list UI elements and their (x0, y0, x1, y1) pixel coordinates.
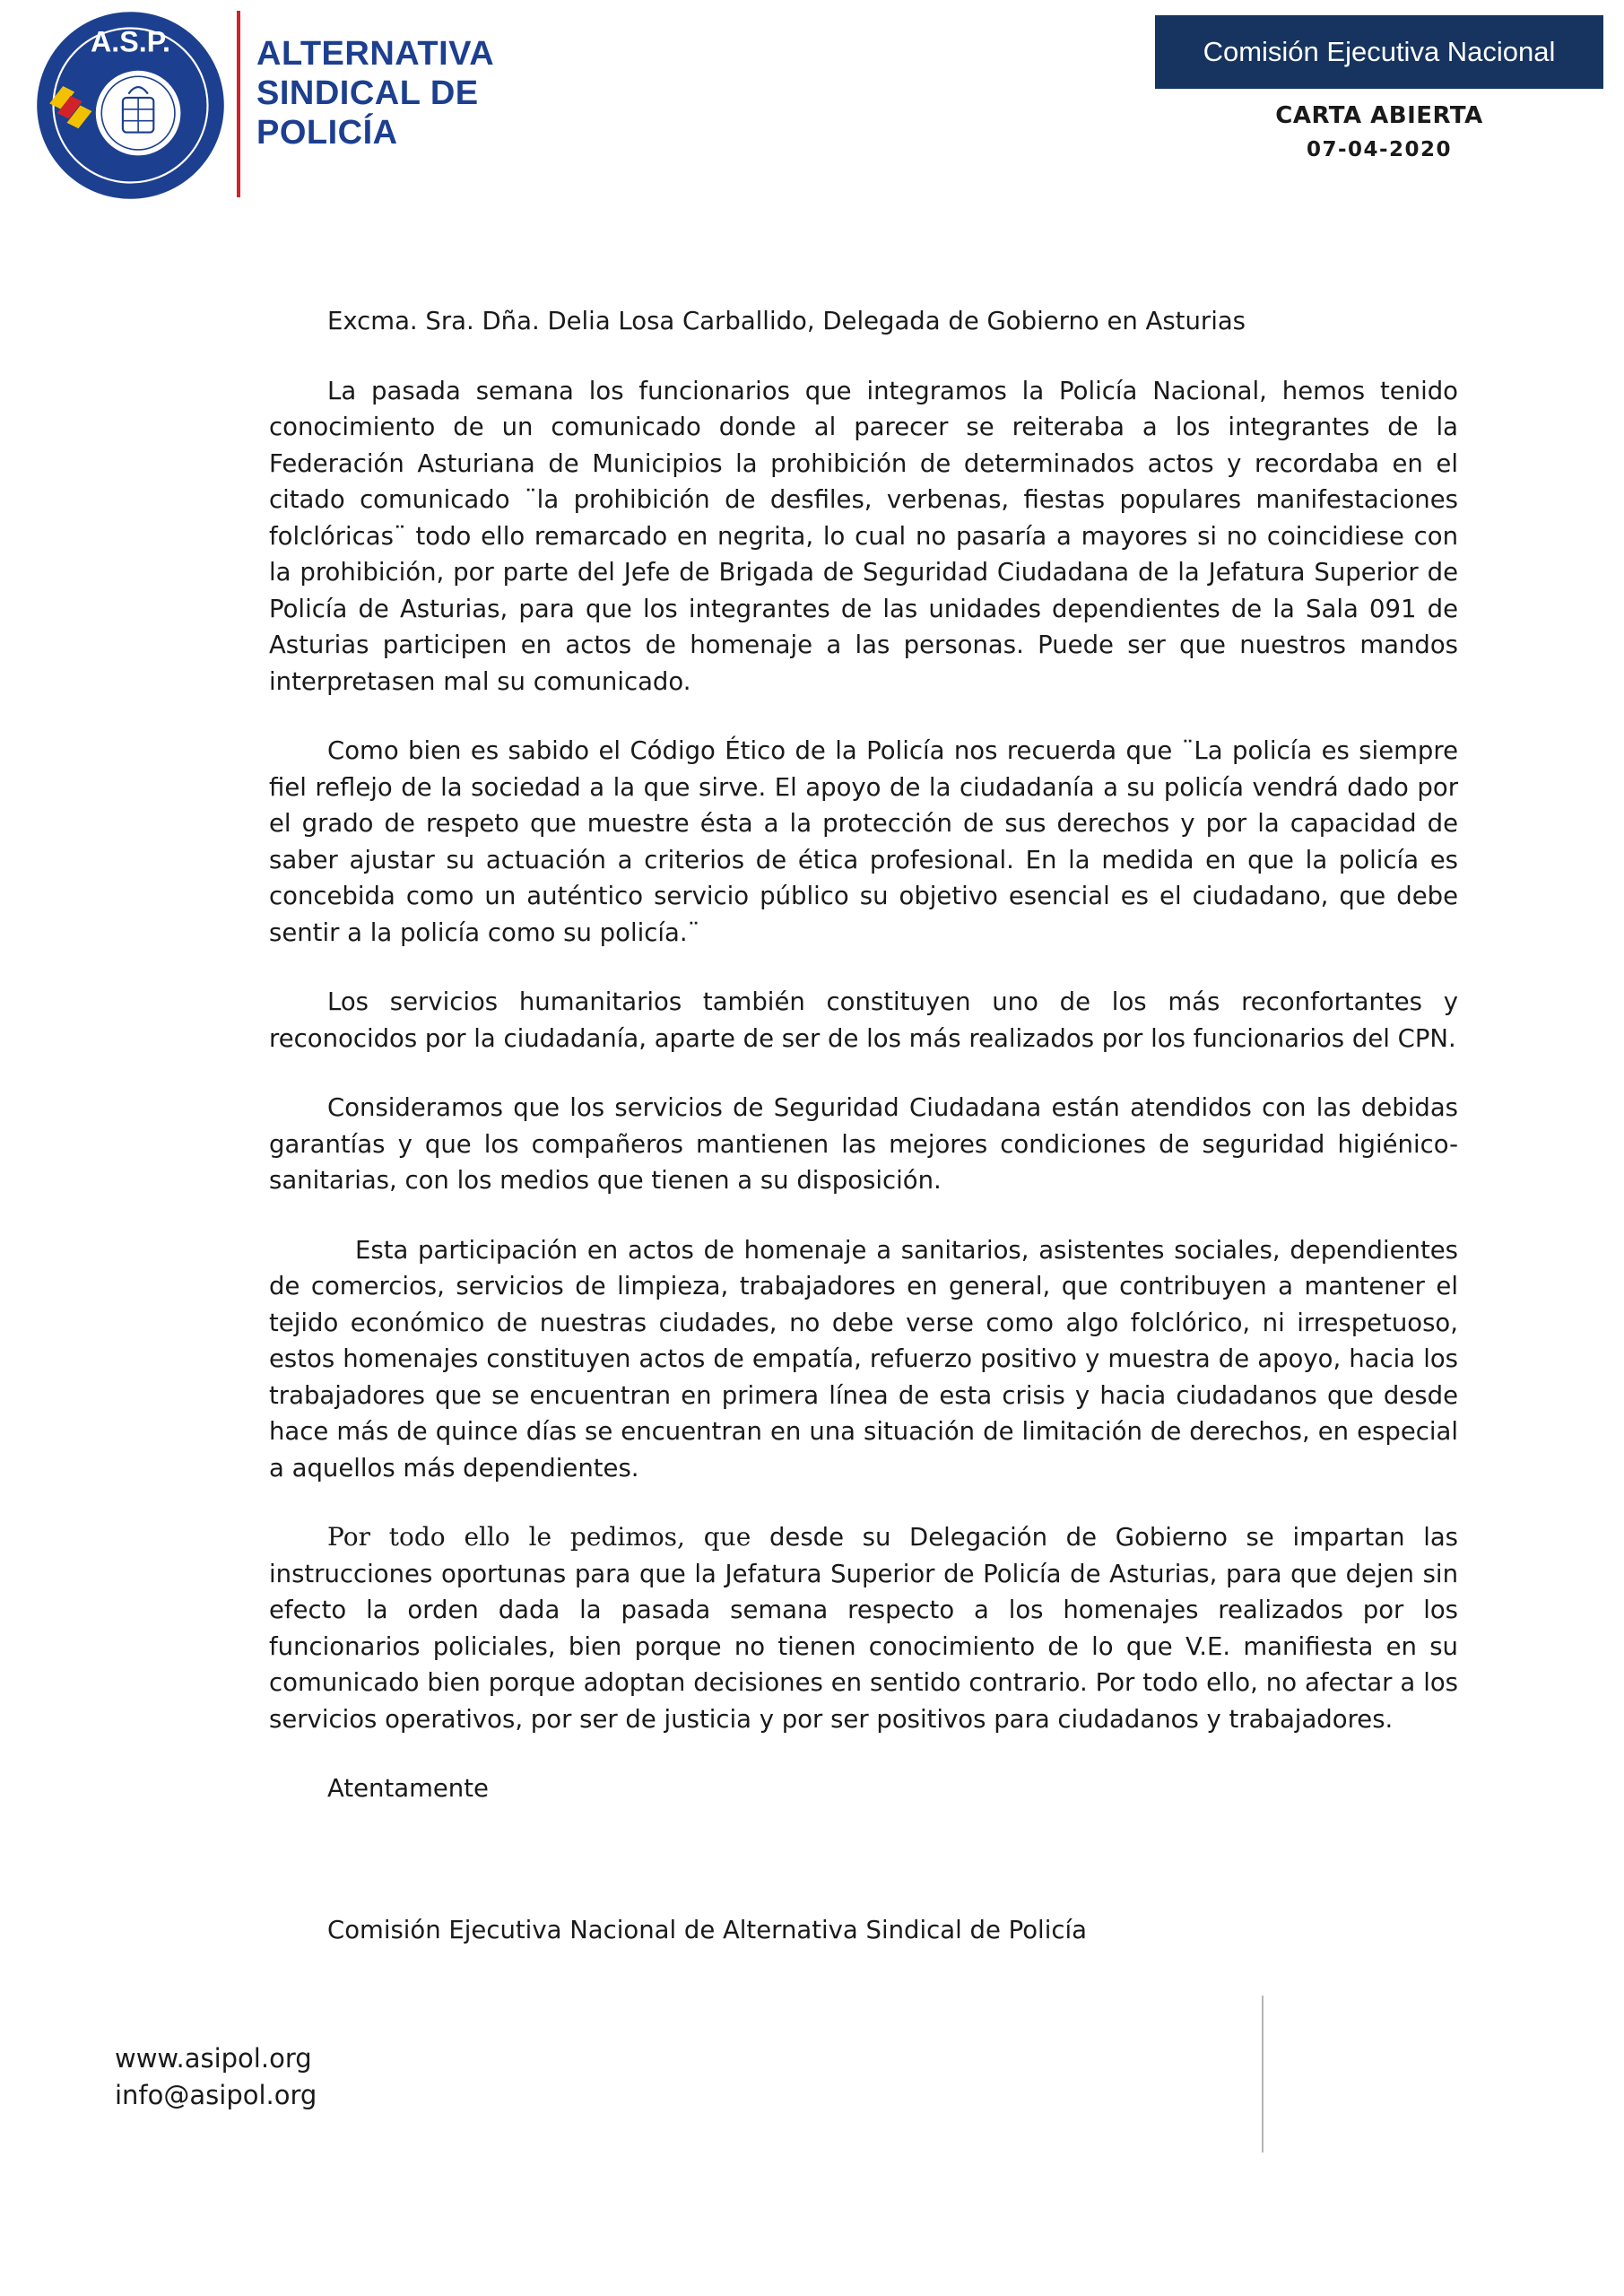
paragraph-2: Como bien es sabido el Código Ético de la Policía nos recuerda que ¨La policía es siempre fiel reflejo de la sociedad a la que sirve. El apoyo de la ciudadanía a su policía vendrá dado por el grado de respeto que muestre ésta a la protección de sus derechos y por la capacidad de saber ajustar su actuación a criterios de ética profesional. En la medida en que la policía es concebida como un auténtico servicio público su objetivo esencial es el ciudadano, que debe sentir a la policía como su policía.¨ (269, 736, 1458, 947)
website-link[interactable]: www.asipol.org (115, 2043, 312, 2074)
letter-body (269, 303, 1458, 1948)
commission-banner: Comisión Ejecutiva Nacional (1155, 15, 1603, 89)
paragraph-5: Esta participación en actos de homenaje a sanitarios, asistentes sociales, dependientes de comercios, servicios de limpieza, trabajadores en general, que contribuyen a mantener el tejido económico de nuestras ciudades, no debe verse como algo folclórico, ni irrespetuoso, estos homenajes constituyen actos de empatía, refuerzo positivo y muestra de apoyo, hacia los trabajadores que se encuentran en primera línea de esta crisis y hacia ciudadanos que desde hace más de quince días se encuentran en una situación de limitación de derechos, en especial a aquellos más dependientes. (269, 1235, 1458, 1483)
logo-wordmark (256, 34, 561, 152)
asp-logo-badge (34, 9, 227, 202)
footer-contact (115, 2040, 317, 2114)
logo-line-3: POLICÍA (256, 114, 398, 152)
logo-acronym: A.S.P. (90, 25, 171, 58)
document-type: CARTA ABIERTA (1275, 102, 1483, 129)
closing: Atentamente (327, 1774, 489, 1803)
document-date: 07-04-2020 (1306, 138, 1453, 161)
paragraph-1: La pasada semana los funcionarios que integramos la Policía Nacional, hemos tenido conocimiento de un comunicado donde al parecer se reiteraba a los integrantes de la Federación Asturiana de Municipios la prohibición de determinados actos y recordaba en el citado comunicado ¨la prohibición de desfiles, verbenas, fiestas populares manifestaciones folclóricas¨ todo ello remarcado en negrita, lo cual no pasaría a mayores si no coincidiese con la prohibición, por parte del Jefe de Brigada de Seguridad Ciudadana de la Jefatura Superior de Policía de Asturias, para que los integrantes de las unidades dependientes de la Sala 091 de Asturias participen en actos de homenaje a las personas. Puede ser que nuestros mandos interpretasen mal su comunicado. (269, 376, 1458, 696)
email-link[interactable]: info@asipol.org (115, 2080, 317, 2110)
logo-divider-red (237, 11, 240, 197)
paragraph-6-lead: Por todo ello le pedimos, que (327, 1522, 751, 1552)
logo-line-1: ALTERNATIVA (256, 35, 495, 73)
logo-line-2: SINDICAL DE (256, 74, 479, 112)
paragraph-3: Los servicios humanitarios también constituyen uno de los más reconfortantes y reconocidos por la ciudadanía, aparte de ser de los más realizados por los funcionarios del CPN. (269, 987, 1458, 1053)
signature: Comisión Ejecutiva Nacional de Alternativa Sindical de Policía (327, 1915, 1087, 1944)
paragraph-6-rest: desde su Delegación de Gobierno se impartan las instrucciones oportunas para que la Jefatura Superior de Policía de Asturias, para que dejen sin efecto la orden dada la pasada semana respecto a los homenajes realizados por los funcionarios policiales, bien porque no tienen conocimiento de lo que V.E. manifiesta en su comunicado bien porque adoptan decisiones en sentido contrario. Por todo ello, no afectar a los servicios operativos, por ser de justicia y por ser positivos para ciudadanos y trabajadores. (269, 1523, 1459, 1734)
paragraph-6 (269, 1519, 1458, 1737)
salutation: Excma. Sra. Dña. Delia Losa Carballido, Delegada de Gobierno en Asturias (327, 307, 1246, 335)
paragraph-4: Consideramos que los servicios de Seguridad Ciudadana están atendidos con las debidas garantías y que los compañeros mantienen las mejores condiciones de seguridad higiénico-sanitarias, con los medios que tienen a su disposición. (269, 1093, 1458, 1195)
footer-divider (1262, 1996, 1264, 2152)
